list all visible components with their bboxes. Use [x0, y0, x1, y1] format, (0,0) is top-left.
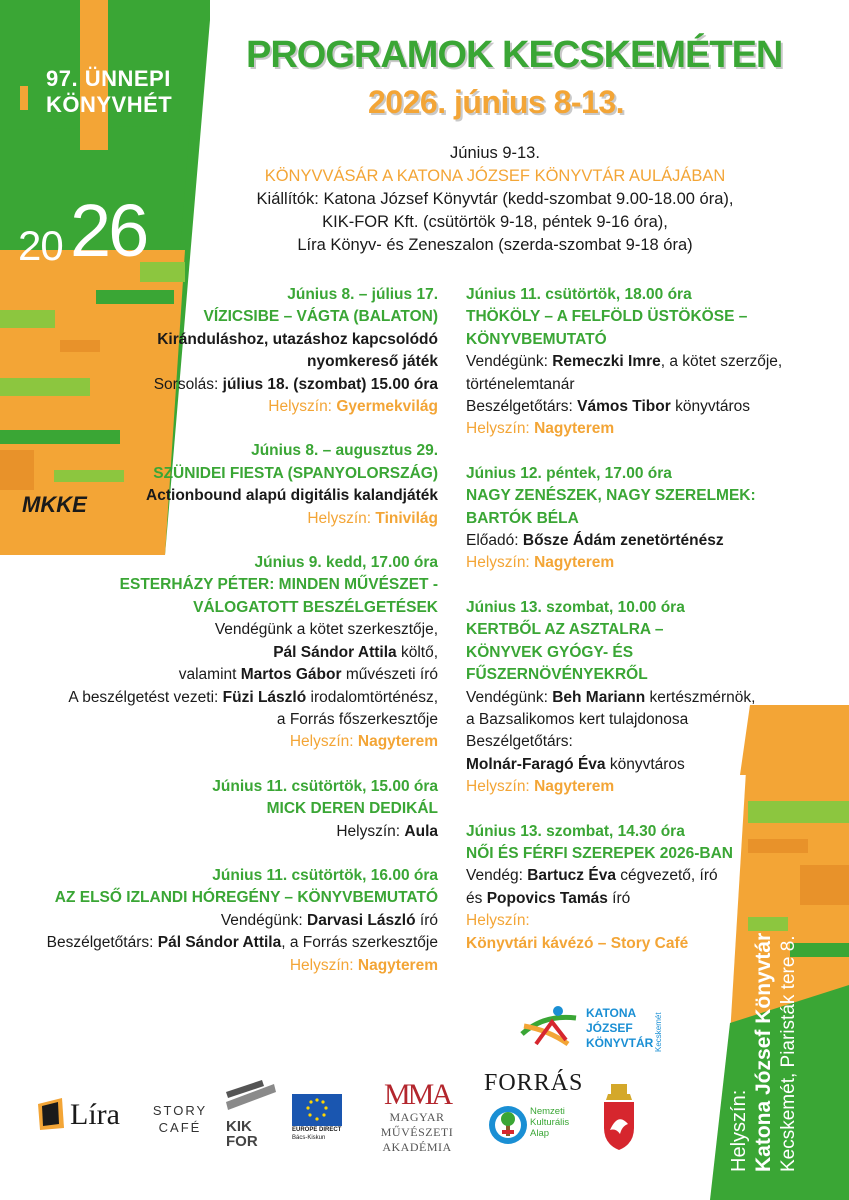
event-description: történelemtanár: [466, 375, 575, 393]
event-date: Június 8. – augusztus 29.: [251, 442, 438, 460]
event-date: Június 13. szombat, 10.00 óra: [466, 598, 685, 616]
draw-date: július 18. (szombat) 15.00 óra: [222, 375, 438, 393]
talk-role: könyvtáros: [605, 755, 685, 773]
guest-name: Bartucz Éva: [527, 867, 616, 885]
event-guest: [30, 664, 438, 686]
event-description: nyomkereső játék: [307, 353, 438, 371]
event-location: [466, 418, 796, 440]
event-location: [466, 552, 796, 574]
guest-label: Vendégünk:: [466, 688, 553, 706]
lira-book-icon: [36, 1096, 66, 1132]
event-location: [30, 955, 438, 977]
event-performer: [466, 530, 796, 552]
event-title: SZÜNIDEI FIESTA (SPANYOLORSZÁG): [153, 464, 438, 482]
event-title: KÖNYVBEMUTATÓ: [466, 330, 607, 348]
katona-figure-icon: [518, 1004, 580, 1050]
location-value: Nagyterem: [357, 733, 438, 751]
europe-direct-logo: [292, 1094, 344, 1148]
event-location: [466, 776, 796, 798]
moderator-label: A beszélgetést vezeti:: [68, 688, 223, 706]
lira-logo-text: Líra: [70, 1098, 120, 1131]
nka-line: Kulturális: [530, 1117, 570, 1128]
event-description: Vendégünk a kötet szerkesztője,: [214, 621, 438, 639]
location-value: Tinivilág: [375, 509, 438, 527]
event-location: [30, 731, 438, 753]
event-item: [466, 463, 796, 575]
guest-label: Vendégünk:: [220, 911, 308, 929]
location-venue: Katona József Könyvtár: [752, 932, 775, 1172]
location-value: Nagyterem: [357, 956, 438, 974]
event-item: [30, 865, 438, 977]
event-location: [30, 396, 438, 418]
location-value: Nagyterem: [534, 554, 615, 572]
fair-heading: KÖNYVVÁSÁR A KATONA JÓZSEF KÖNYVTÁR AULÁJÁBAN: [264, 167, 726, 185]
event-title: THÖKÖLY – A FELFÖLD ÜSTÖKÖSE –: [466, 308, 748, 326]
guest-role: író: [415, 911, 438, 929]
badge-year-suffix: 26: [70, 189, 147, 272]
guest-prefix: és: [466, 889, 487, 907]
event-title: KÖNYVEK GYÓGY- ÉS FŰSZERNÖVÉNYEKRŐL: [466, 643, 648, 684]
event-date: Június 8. – július 17.: [287, 286, 438, 303]
page-title: PROGRAMOK KECSKEMÉTEN: [246, 34, 783, 76]
event-title: ESTERHÁZY PÉTER: MINDEN MŰVÉSZET -: [119, 576, 438, 594]
kikfor-text-2: FOR: [226, 1133, 258, 1150]
location-value: Nagyterem: [534, 420, 615, 438]
event-title: VÍZICSIBE – VÁGTA (BALATON): [203, 308, 438, 326]
event-guest: [466, 865, 796, 887]
event-item: [30, 440, 438, 530]
nka-tree-icon: [488, 1102, 528, 1148]
location-label: Helyszín:: [466, 912, 530, 930]
event-location: [30, 821, 438, 843]
crest-shape-icon: [600, 1082, 638, 1152]
badge-title-line2: KÖNYVHÉT: [46, 92, 173, 117]
guest-label: Vendég:: [466, 867, 528, 885]
fair-exhibitor-2: KIK-FOR Kft. (csütörtök 9-18, péntek 9-16 óra),: [322, 213, 668, 231]
guest-name: Darvasi László: [307, 911, 416, 929]
talk-label: Beszélgetőtárs:: [466, 733, 573, 751]
nka-logo: [488, 1102, 588, 1150]
mma-mark: MMA: [383, 1078, 450, 1111]
katona-logo-line: KÖNYVTÁR: [586, 1036, 654, 1050]
katona-logo-line: KATONA: [586, 1006, 637, 1020]
event-draw: [30, 374, 438, 396]
event-title: MICK DEREN DEDIKÁL: [266, 800, 438, 818]
event-date: Június 11. csütörtök, 18.00 óra: [466, 286, 692, 303]
performer-name: Bősze Ádám zenetörténész: [522, 532, 724, 550]
guest-name: Popovics Tamás: [486, 889, 608, 907]
event-location: [30, 508, 438, 530]
location-label: Helyszín:: [289, 956, 358, 974]
draw-label: Sorsolás:: [153, 375, 223, 393]
fair-date: Június 9-13.: [450, 144, 540, 162]
guest-role: művészeti író: [341, 666, 438, 684]
location-label: Helyszín:: [268, 398, 337, 416]
mkke-logo: MKKE: [22, 492, 87, 517]
story-cafe-line: CAFÉ: [158, 1120, 202, 1135]
location-label: Helyszín:: [728, 1089, 750, 1172]
event-talk-partner: [466, 754, 796, 776]
event-guest: [466, 687, 796, 709]
event-date: Június 11. csütörtök, 16.00 óra: [212, 866, 438, 884]
event-item: [466, 284, 796, 441]
book-fair-block: [190, 142, 800, 257]
location-value: Aula: [404, 822, 438, 840]
nka-line: Alap: [530, 1128, 550, 1139]
fair-exhibitor-1: Kiállítók: Katona József Könyvtár (kedd-szombat 9.00-18.00 óra),: [256, 190, 734, 208]
badge-title-line1: 97. ÜNNEPI: [46, 66, 171, 91]
guest-name: Remeczki Imre: [552, 353, 661, 371]
guest-role: író: [607, 889, 631, 907]
guest-name: Martos Gábor: [240, 666, 342, 684]
badge-year-prefix: 20: [18, 222, 63, 269]
moderator-name: Füzi László: [222, 688, 307, 706]
katona-logo-text: [586, 1006, 653, 1051]
story-cafe-logo: [148, 1102, 212, 1136]
kecskemet-crest-icon: [600, 1082, 638, 1152]
event-description: Actionbound alapú digitális kalandjáték: [146, 487, 438, 505]
eu-stars-icon: [292, 1094, 342, 1126]
event-title: NAGY ZENÉSZEK, NAGY SZERELMEK:: [466, 487, 756, 505]
location-label: Helyszín:: [289, 733, 358, 751]
guest-label: Vendégünk:: [466, 353, 553, 371]
event-talk-partner: [466, 396, 796, 418]
fair-exhibitor-3: Líra Könyv- és Zeneszalon (szerda-szombat 9-18 óra): [297, 236, 693, 254]
event-date: Június 11. csütörtök, 15.00 óra: [212, 777, 438, 795]
event-guest: [466, 351, 796, 373]
talk-role: könyvtáros: [670, 398, 751, 416]
location-label: Helyszín:: [336, 822, 405, 840]
talk-label: Beszélgetőtárs:: [466, 398, 578, 416]
forras-logo: FORRÁS: [484, 1070, 584, 1096]
left-event-column: [30, 284, 438, 999]
katona-library-logo: [518, 1004, 668, 1054]
event-title: AZ ELSŐ IZLANDI HÓREGÉNY – KÖNYVBEMUTATÓ: [54, 889, 438, 907]
katona-logo-line: JÓZSEF: [586, 1021, 633, 1035]
kikfor-roof-icon: [222, 1080, 280, 1114]
location-label: Helyszín:: [307, 509, 376, 527]
event-date: Június 9. kedd, 17.00 óra: [254, 554, 438, 572]
guest-role: költő,: [396, 643, 438, 661]
talk-name: Pál Sándor Attila: [157, 934, 282, 952]
location-value: Gyermekvilág: [336, 398, 438, 416]
kikfor-text-1: KIK: [226, 1118, 252, 1135]
guest-prefix: valamint: [178, 666, 241, 684]
eu-flag-icon: [292, 1094, 342, 1126]
talk-role: , a Forrás szerkesztője: [281, 934, 438, 952]
event-title: NŐI ÉS FÉRFI SZEREPEK 2026-BAN: [466, 844, 734, 862]
guest-name: Pál Sándor Attila: [273, 643, 397, 661]
moderator-role: irodalomtörténész,: [306, 688, 438, 706]
location-label: Helyszín:: [466, 420, 535, 438]
guest-role: kertészmérnök,: [645, 688, 756, 706]
europe-direct-sub: Bács-Kiskun: [292, 1135, 326, 1141]
page-subtitle: 2026. június 8-13.: [368, 84, 625, 120]
location-value: Nagyterem: [534, 778, 615, 796]
event-item: [466, 597, 796, 799]
kikfor-logo: [222, 1080, 280, 1150]
katona-logo-city: Kecskemét: [654, 1012, 663, 1052]
event-talk-partner: [30, 932, 438, 954]
event-description: Kiránduláshoz, utazáshoz kapcsolódó: [157, 330, 438, 348]
talk-name: Molnár-Faragó Éva: [466, 755, 606, 773]
location-label: Helyszín:: [466, 778, 535, 796]
event-date: Június 12. péntek, 17.00 óra: [466, 464, 672, 482]
mma-logo: [352, 1080, 482, 1155]
event-date: Június 13. szombat, 14.30 óra: [466, 822, 685, 840]
event-title: KERTBŐL AZ ASZTALRA –: [466, 621, 664, 639]
event-title: BARTÓK BÉLA: [466, 509, 579, 527]
nka-line: Nemzeti: [530, 1106, 565, 1117]
nka-text: [530, 1106, 569, 1139]
event-item: [30, 284, 438, 418]
mma-text-1: MAGYAR MŰVÉSZETI: [380, 1110, 454, 1139]
guest-role: cégvezető, író: [615, 867, 718, 885]
talk-name: Vámos Tibor: [577, 398, 671, 416]
location-address: Kecskemét, Piaristák tere 8.: [778, 935, 799, 1172]
story-cafe-line: STORY: [152, 1103, 208, 1118]
event-item: [466, 821, 796, 955]
event-description: a Bazsalikomos kert tulajdonosa: [466, 710, 689, 728]
talk-label: Beszélgetőtárs:: [46, 934, 158, 952]
location-label: Helyszín:: [466, 554, 535, 572]
right-event-column: [466, 284, 796, 977]
event-guest: [30, 642, 438, 664]
event-description: a Forrás főszerkesztője: [276, 710, 438, 728]
performer-label: Előadó:: [466, 532, 523, 550]
event-item: [30, 776, 438, 843]
event-item: [30, 552, 438, 754]
guest-name: Beh Mariann: [552, 688, 646, 706]
lira-logo: [36, 1096, 128, 1136]
event-guest: [30, 910, 438, 932]
event-title: VÁLOGATOTT BESZÉLGETÉSEK: [193, 598, 438, 616]
event-moderator: [30, 687, 438, 709]
guest-role: , a kötet szerzője,: [660, 353, 783, 371]
europe-direct-text: EUROPE DIRECT: [292, 1127, 342, 1133]
location-value: Könyvtári kávézó – Story Café: [466, 934, 689, 952]
mma-text-2: AKADÉMIA: [382, 1140, 452, 1154]
event-guest: [466, 888, 796, 910]
